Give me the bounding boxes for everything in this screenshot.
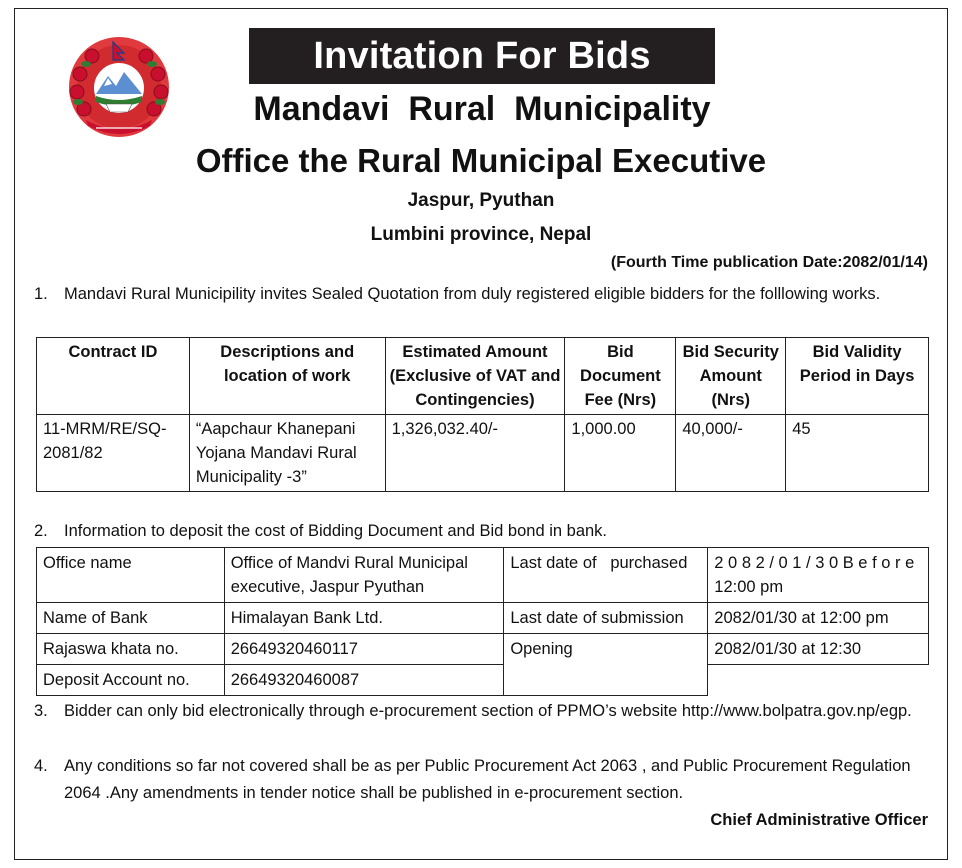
rajaswa-value: 26649320460117 [224, 634, 504, 665]
item-1 [34, 281, 932, 308]
header-bid-document-fee: Bid Document Fee (Nrs) [565, 338, 676, 415]
header-bid-security: Bid Security Amount (Nrs) [676, 338, 786, 415]
office-name-title: Office the Rural Municipal Executive [195, 142, 767, 179]
table-row [37, 634, 929, 665]
opening-value: 2082/01/30 at 12:30 [708, 634, 929, 665]
bank-info-table [36, 547, 929, 696]
purchase-date-label: Last date of purchased [504, 548, 708, 603]
item-text: Any conditions so far not covered shall be as per Public Procurement Act 2063 , and Public Procurement Regulation 2064 .Any amendments in tender notice shall be published in e-procurement section. [64, 757, 911, 802]
table-row [37, 415, 929, 492]
submission-date-value: 2082/01/30 at 12:00 pm [708, 603, 929, 634]
bank-name-value: Himalayan Bank Ltd. [224, 603, 504, 634]
table-row [37, 603, 929, 634]
table-header-row [37, 338, 929, 415]
province-line: Lumbini province, Nepal [370, 224, 592, 245]
rajaswa-label: Rajaswa khata no. [37, 634, 225, 665]
item-text: Bidder can only bid electronically through e-procurement section of PPMO’s website http://www.bolpatra.gov.np/egp. [64, 702, 912, 720]
cell-bid-document-fee: 1,000.00 [565, 415, 676, 492]
opening-label: Opening [504, 634, 708, 696]
submission-date-label: Last date of submission [504, 603, 708, 634]
item-4 [34, 753, 932, 807]
item-number: 4. [34, 757, 48, 775]
cell-contract-id: 11-MRM/RE/SQ-2081/82 [37, 415, 190, 492]
cell-description: “Aapchaur Khanepani Yojana Mandavi Rural Municipality -3” [189, 415, 385, 492]
office-name-value: Office of Mandvi Rural Municipal executive, Jaspur Pyuthan [224, 548, 504, 603]
header-description: Descriptions and location of work [189, 338, 385, 415]
address-line: Jaspur, Pyuthan [407, 190, 555, 211]
works-table [36, 337, 929, 492]
item-number: 2. [34, 522, 48, 540]
item-text: Information to deposit the cost of Bidding Document and Bid bond in bank. [64, 522, 608, 540]
item-number: 3. [34, 702, 48, 720]
invitation-banner: Invitation For Bids [249, 28, 715, 84]
table-row [37, 548, 929, 603]
signature: Chief Administrative Officer [710, 811, 928, 829]
municipality-name: Mandavi Rural Municipality [253, 90, 711, 128]
cell-bid-security: 40,000/- [676, 415, 786, 492]
item-number: 1. [34, 285, 48, 303]
empty-cell [708, 665, 929, 696]
office-name-label: Office name [37, 548, 225, 603]
item-text: Mandavi Rural Municipility invites Sealed Quotation from duly registered eligible bidders for the folllowing works. [64, 285, 881, 303]
deposit-label: Deposit Account no. [37, 665, 225, 696]
item-3 [34, 698, 932, 725]
cell-estimated-amount: 1,326,032.40/- [385, 415, 565, 492]
item-2 [34, 518, 932, 545]
purchase-date-value: 2 0 8 2 / 0 1 / 3 0 B e f o r e 12:00 pm [708, 548, 929, 603]
publication-date: (Fourth Time publication Date:2082/01/14) [610, 254, 928, 271]
bank-name-label: Name of Bank [37, 603, 225, 634]
table-row [37, 665, 929, 696]
header-bid-validity: Bid Validity Period in Days [786, 338, 929, 415]
cell-bid-validity: 45 [786, 415, 929, 492]
deposit-value: 26649320460087 [224, 665, 504, 696]
header-estimated-amount: Estimated Amount (Exclusive of VAT and Contingencies) [385, 338, 565, 415]
header-contract-id: Contract ID [37, 338, 190, 415]
